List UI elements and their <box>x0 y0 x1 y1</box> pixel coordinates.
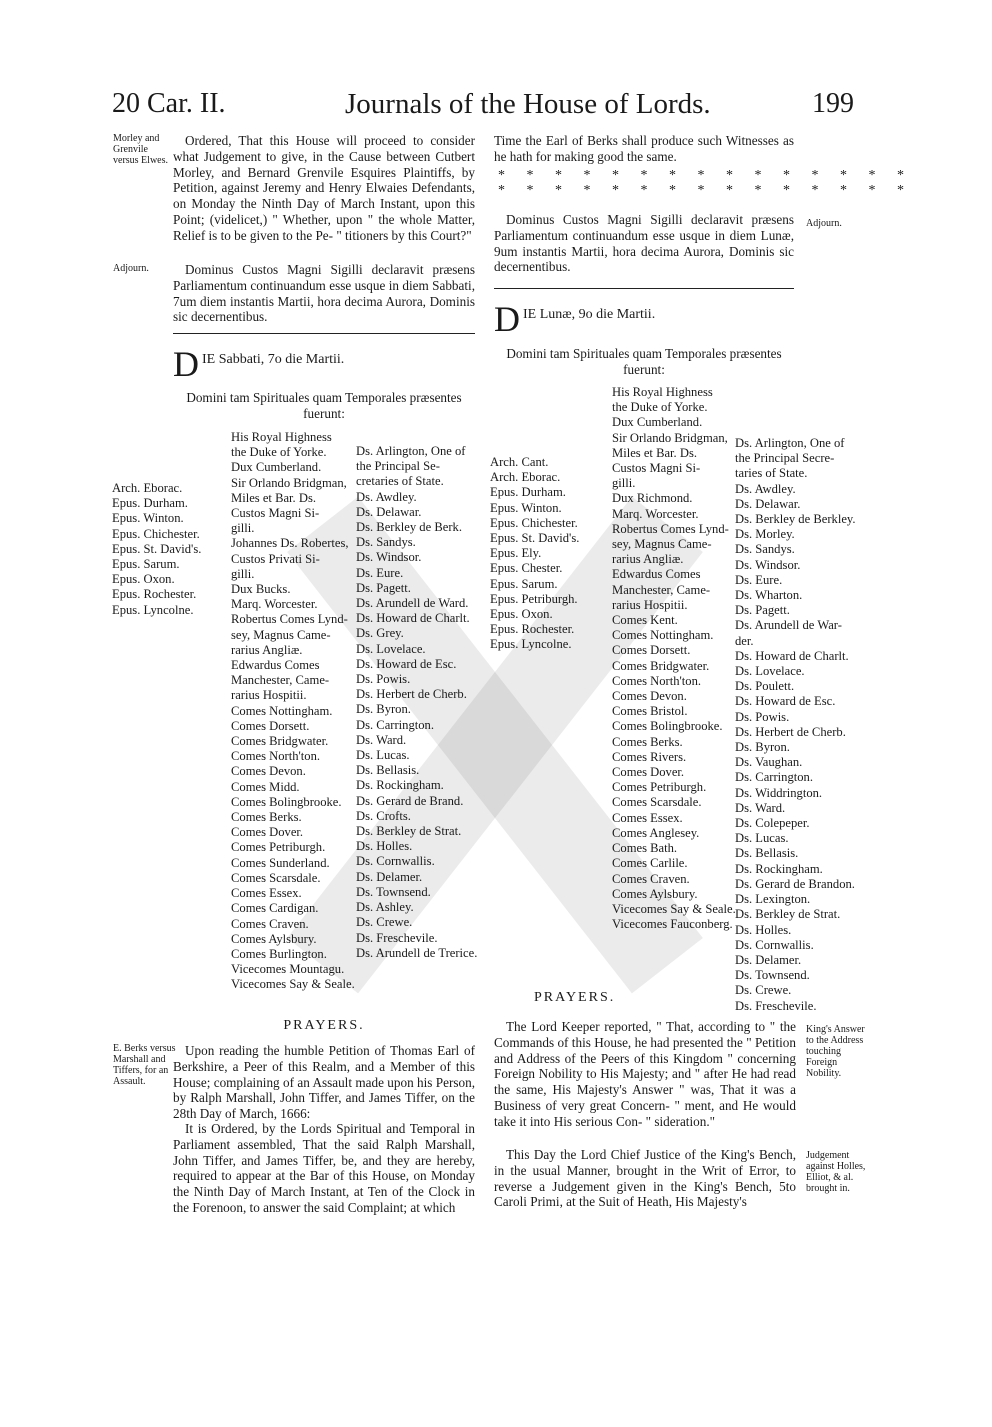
list-entry: Epus. Winton. <box>490 500 562 515</box>
list-entry: Ds. Lucas. <box>735 831 789 846</box>
list-entry: Ds. Delamer. <box>735 952 802 967</box>
barons-list <box>356 444 481 961</box>
list-entry: Ds. Howard de Esc. <box>735 694 836 709</box>
list-entry: Ds. Crofts. <box>356 808 411 823</box>
list-entry: Comes Craven. <box>612 871 690 886</box>
list-entry: Ds. Poulett. <box>735 679 795 694</box>
list-entry: Ds. Eure. <box>356 565 404 580</box>
list-entry: Ds. Windsor. <box>735 557 801 572</box>
list-entry: Vicecomes Say & Seale. <box>612 901 736 916</box>
list-entry: Manchester, Came- <box>612 582 711 597</box>
list-entry: Sir Orlando Bridgman, <box>231 475 347 490</box>
margin-note-adjourn-right: Adjourn. <box>806 218 842 229</box>
list-entry: Ds. Bellasis. <box>735 846 799 861</box>
list-entry: taries of State. <box>735 466 808 481</box>
list-entry: rarius Angliæ. <box>612 552 684 567</box>
list-entry: Ds. Berkley de Berk. <box>356 520 462 535</box>
list-entry: Comes Scarsdale. <box>612 795 702 810</box>
list-entry: Comes Anglesey. <box>612 825 700 840</box>
drop-cap: D <box>173 344 199 384</box>
margin-note-berks: E. Berks versus Marshall and Tiffers, for an Assault. <box>113 1043 176 1087</box>
list-entry: Ds. Arundell de Trerice. <box>356 945 478 960</box>
section-rule <box>173 333 475 334</box>
list-entry: Epus. Lyncolne. <box>112 602 194 617</box>
list-entry: Custos Privati Si- <box>231 551 320 566</box>
list-entry: Ds. Howard de Charlt. <box>356 611 470 626</box>
list-entry: Epus. Winton. <box>112 511 184 526</box>
list-entry: Ds. Powis. <box>356 672 411 687</box>
list-entry: Comes Midd. <box>231 779 300 794</box>
list-entry: Ds. Arlington, One of <box>735 436 845 450</box>
margin-note-morley: Morley and Grenvile versus Elwes. <box>113 133 168 166</box>
list-entry: Comes Carlile. <box>612 856 688 871</box>
list-entry: Custos Magni Si- <box>612 461 701 476</box>
list-entry: Ds. Carrington. <box>735 770 814 785</box>
drop-cap-right: D <box>494 299 520 339</box>
list-entry: Ds. Ashley. <box>356 900 414 915</box>
margin-note-judgement: Judgement against Holles, Elliot, & al. brought in. <box>806 1150 866 1194</box>
list-entry: Comes Essex. <box>612 810 683 825</box>
list-entry: rarius Hospitii. <box>612 597 688 612</box>
list-entry: His Royal Highness <box>612 385 713 399</box>
list-entry: Ds. Vaughan. <box>735 755 803 770</box>
list-entry: Comes Scarsdale. <box>231 870 321 885</box>
list-entry: Comes Bridgwater. <box>612 658 710 673</box>
die-heading-right <box>494 299 794 339</box>
list-entry: Ds. Byron. <box>735 740 790 755</box>
list-entry: Ds. Ward. <box>356 732 407 747</box>
list-entry: Comes Nottingham. <box>612 628 714 643</box>
list-entry: Ds. Powis. <box>735 709 790 724</box>
list-entry: Comes Bath. <box>612 841 678 856</box>
list-entry: Edwardus Comes <box>612 567 701 582</box>
list-entry: Epus. Rochester. <box>112 587 197 602</box>
keeper-paragraph: The Lord Keeper reported, " That, according to " the Commands of this House, he had presented the " Petition and Address of the Peers of this Kingdom " concerning Foreign Nobility to His Majesty; and " after He had read the same, His Majesty's Answer " was, That it was a Business of very great Concern- " ment, and He would take it into His serious Con- " sideration." <box>494 1019 796 1129</box>
list-entry: Arch. Cant. <box>490 455 549 469</box>
list-entry: Ds. Lovelace. <box>735 664 805 679</box>
list-entry: Ds. Berkley de Berkley. <box>735 512 856 527</box>
list-entry: Comes Petriburgh. <box>612 780 707 795</box>
list-entry: Comes Rivers. <box>612 749 687 764</box>
time-paragraph: Time the Earl of Berks shall produce such Witnesses as he hath for making good the same. <box>494 133 794 164</box>
list-entry: Robertus Comes Lynd- <box>231 612 348 627</box>
list-entry: Comes Dover. <box>612 765 685 780</box>
list-entry: gilli. <box>612 476 636 491</box>
list-entry: Marq. Worcester. <box>612 506 699 521</box>
list-entry: Ds. Delawar. <box>735 496 801 511</box>
petition-paragraph: Upon reading the humble Petition of Thomas Earl of Berkshire, a Peer of this Realm, and a Member of this House; complaining of an Assault made upon his Person, by Ralph Marshall, John Tiffer, and James Tiffer, on the 28th Day of March, 1666: <box>173 1043 475 1122</box>
page-number: 199 <box>812 88 854 119</box>
list-entry: Ds. Lovelace. <box>356 641 426 656</box>
list-entry: Ds. Rockingham. <box>735 861 823 876</box>
list-entry: Ds. Widdrington. <box>735 785 823 800</box>
adjourn-paragraph: Dominus Custos Magni Sigilli declaravit præsens Parliamentum continuandum esse usque in diem Sabbati, 7um diem instantis Martii, hora decima Aurora, Dominis sic decernentibus. <box>173 262 475 325</box>
die-heading-text: IE Sabbati, 7o die Martii. <box>202 352 345 367</box>
list-entry: sey, Magnus Came- <box>231 627 331 642</box>
list-entry: Ds. Pagett. <box>735 603 790 618</box>
list-entry: sey, Magnus Came- <box>612 537 712 552</box>
list-entry: Miles et Bar. Ds. <box>612 445 698 460</box>
adjourn-paragraph-right: Dominus Custos Magni Sigilli declaravit præsens Parliamentum continuandum esse usque in diem Lunæ, 9um instantis Martii, hora decima Aurora, Dominis sic decernentibus. <box>494 212 794 275</box>
list-entry: Ds. Cornwallis. <box>735 937 814 952</box>
list-entry: Comes North'ton. <box>612 673 702 688</box>
list-entry: Comes Essex. <box>231 886 302 901</box>
list-entry: Ds. Delamer. <box>356 869 423 884</box>
order-paragraph: It is Ordered, by the Lords Spiritual and Temporal in Parliament assembled, That the said Ralph Marshall, John Tiffer, and James Tiffer, be, and they are hereby, required to appear at the Bar of this House, on Monday the Ninth Day of March Instant, at Ten of the Clock in the Forenoon, to answer the said Complaint; at which <box>173 1121 475 1215</box>
list-entry: Epus. Rochester. <box>490 622 575 637</box>
list-entry: Epus. St. David's. <box>112 541 202 556</box>
list-entry: Sir Orlando Bridgman, <box>612 430 728 445</box>
list-entry: der. <box>735 633 754 648</box>
list-entry: Ds. Holles. <box>735 922 792 937</box>
page-header-left: 20 Car. II. <box>112 88 226 119</box>
list-entry: Comes North'ton. <box>231 749 321 764</box>
list-entry: Ds. Howard de Esc. <box>356 656 457 671</box>
list-entry: Vicecomes Fauconberg. <box>612 917 733 932</box>
list-entry: Ds. Howard de Charlt. <box>735 648 849 663</box>
list-entry: Ds. Crewe. <box>356 915 413 930</box>
list-entry: Ds. Eure. <box>735 572 783 587</box>
list-entry: His Royal Highness <box>231 430 332 444</box>
list-entry: gilli. <box>231 521 255 536</box>
list-entry: Ds. Rockingham. <box>356 778 444 793</box>
lords-list <box>231 430 356 993</box>
list-entry: Epus. St. David's. <box>490 531 580 546</box>
list-entry: Comes Bridgwater. <box>231 734 329 749</box>
list-entry: Comes Bristol. <box>612 704 688 719</box>
list-entry: Comes Sunderland. <box>231 855 330 870</box>
list-entry: Ds. Morley. <box>735 527 795 542</box>
list-entry: Ds. Wharton. <box>735 588 803 603</box>
list-entry: Dux Cumberland. <box>612 415 703 430</box>
list-entry: Ds. Herbert de Cherb. <box>735 724 846 739</box>
list-entry: Ds. Grey. <box>356 626 404 641</box>
list-entry: Comes Burlington. <box>231 946 327 961</box>
list-entry: Marq. Worcester. <box>231 597 318 612</box>
list-entry: Edwardus Comes <box>231 658 320 673</box>
list-entry: Epus. Ely. <box>490 546 542 561</box>
list-entry: Comes Cardigan. <box>231 901 319 916</box>
list-entry: Custos Magni Si- <box>231 506 320 521</box>
list-entry: Ds. Ward. <box>735 800 786 815</box>
list-entry: gilli. <box>231 566 255 581</box>
list-entry: Ds. Freschevile. <box>356 930 438 945</box>
list-entry: Epus. Sarum. <box>112 557 180 572</box>
list-entry: Comes Petriburgh. <box>231 840 326 855</box>
list-entry: Dux Bucks. <box>231 582 291 597</box>
list-entry: Ds. Townsend. <box>356 884 431 899</box>
list-entry: Ds. Gerard de Brand. <box>356 793 464 808</box>
prayers-heading-right: PRAYERS. <box>534 990 616 1005</box>
list-entry: Comes Bolingbrooke. <box>231 794 342 809</box>
list-entry: Ds. Bellasis. <box>356 763 420 778</box>
barons-list-right <box>735 436 865 1014</box>
list-entry: Comes Aylsbury. <box>231 931 317 946</box>
list-entry: Ds. Townsend. <box>735 968 810 983</box>
die-heading <box>173 344 475 384</box>
list-entry: Ds. Gerard de Brandon. <box>735 876 855 891</box>
list-entry: Ds. Cornwallis. <box>356 854 435 869</box>
list-entry: Manchester, Came- <box>231 673 330 688</box>
list-entry: Ds. Lexington. <box>735 892 811 907</box>
list-entry: rarius Hospitii. <box>231 688 307 703</box>
list-entry: Dux Cumberland. <box>231 460 322 475</box>
ordered-paragraph: Ordered, That this House will proceed to consider what Judgement to give, in the Cause between Cutbert Morley, and Bernard Grenvile Esquires Plaintiffs, by Petition, against Jeremy and Henry Elwaies Defendants, on Monday the Ninth Day of March Instant, upon this Point; (videlicet,) " Whether, upon " the whole Matter, Relief is to be given to the Pe- " titioners by this Court?" <box>173 133 475 243</box>
list-entry: Ds. Delawar. <box>356 504 422 519</box>
list-entry: Arch. Eborac. <box>490 470 561 485</box>
list-entry: Ds. Arundell de War- <box>735 618 842 633</box>
list-entry: Epus. Lyncolne. <box>490 637 572 652</box>
margin-note-adjourn: Adjourn. <box>113 263 149 274</box>
list-entry: Ds. Colepeper. <box>735 816 810 831</box>
bishops-list <box>112 481 222 618</box>
list-entry: Epus. Sarum. <box>490 576 558 591</box>
list-entry: Epus. Petriburgh. <box>490 591 578 606</box>
list-entry: Epus. Durham. <box>112 496 188 511</box>
list-entry: Comes Dorsett. <box>612 643 691 658</box>
list-entry: Ds. Awdley. <box>356 489 417 504</box>
list-entry: Johannes Ds. Robertes, <box>231 536 349 551</box>
list-entry: Ds. Sandys. <box>735 542 795 557</box>
list-entry: Vicecomes Mountagu. <box>231 962 345 977</box>
list-entry: cretaries of State. <box>356 474 444 489</box>
list-entry: Comes Dorsett. <box>231 718 310 733</box>
asterisk-row: * * * * * * * * * * * * * * * <box>498 168 913 183</box>
list-entry: Ds. Pagett. <box>356 580 411 595</box>
list-entry: Epus. Chichester. <box>112 526 200 541</box>
asterisk-row-2: * * * * * * * * * * * * * * * <box>498 183 913 198</box>
list-entry: Comes Aylsbury. <box>612 886 698 901</box>
list-entry: Comes Berks. <box>612 734 683 749</box>
list-entry: rarius Angliæ. <box>231 642 303 657</box>
list-entry: Epus. Oxon. <box>112 572 175 587</box>
list-entry: Comes Bolingbrooke. <box>612 719 723 734</box>
list-entry: Vicecomes Say & Seale. <box>231 977 355 992</box>
domini-line: Domini tam Spirituales quam Temporales præsentes fuerunt: <box>186 390 462 421</box>
list-entry: Ds. Holles. <box>356 839 413 854</box>
list-entry: Comes Berks. <box>231 810 302 825</box>
list-entry: Ds. Byron. <box>356 702 411 717</box>
section-rule-right <box>494 288 794 289</box>
list-entry: Comes Kent. <box>612 613 678 628</box>
list-entry: Ds. Freschevile. <box>735 998 817 1013</box>
list-entry: Ds. Arundell de Ward. <box>356 596 469 611</box>
list-entry: Comes Craven. <box>231 916 309 931</box>
list-entry: Comes Nottingham. <box>231 703 333 718</box>
page-header-title: Journals of the House of Lords. <box>345 88 711 120</box>
lords-list-right <box>612 385 737 932</box>
list-entry: the Duke of Yorke. <box>231 445 327 460</box>
list-entry: Comes Devon. <box>231 764 306 779</box>
list-entry: Ds. Arlington, One of <box>356 444 466 458</box>
bishops-list-right <box>490 455 610 653</box>
list-entry: Dux Richmond. <box>612 491 693 506</box>
list-entry: Ds. Sandys. <box>356 535 416 550</box>
prayers-heading: PRAYERS. <box>283 1018 365 1033</box>
margin-note-kings-answer: King's Answer to the Address touching Foreign Nobility. <box>806 1024 865 1079</box>
list-entry: Epus. Durham. <box>490 485 566 500</box>
list-entry: Arch. Eborac. <box>112 481 183 495</box>
die-heading-text-right: IE Lunæ, 9o die Martii. <box>523 307 656 322</box>
list-entry: Epus. Oxon. <box>490 607 553 622</box>
list-entry: Epus. Chester. <box>490 561 563 576</box>
list-entry: Ds. Berkley de Strat. <box>356 824 462 839</box>
list-entry: the Principal Se- <box>356 459 440 474</box>
judgement-paragraph: This Day the Lord Chief Justice of the King's Bench, in the usual Manner, brought in the Writ of Error, to reverse a Judgement given in the King's Bench, 5to Caroli Primi, at the Suit of Heath, His Majesty's <box>494 1147 796 1210</box>
list-entry: the Duke of Yorke. <box>612 400 708 415</box>
list-entry: Miles et Bar. Ds. <box>231 490 317 505</box>
list-entry: Ds. Crewe. <box>735 983 792 998</box>
list-entry: Ds. Berkley de Strat. <box>735 907 841 922</box>
list-entry: Comes Devon. <box>612 689 687 704</box>
list-entry: Ds. Lucas. <box>356 748 410 763</box>
list-entry: Comes Dover. <box>231 825 304 840</box>
list-entry: Robertus Comes Lynd- <box>612 521 729 536</box>
list-entry: Epus. Chichester. <box>490 515 578 530</box>
domini-line-right: Domini tam Spirituales quam Temporales præsentes fuerunt: <box>506 346 782 377</box>
list-entry: Ds. Herbert de Cherb. <box>356 687 467 702</box>
list-entry: Ds. Carrington. <box>356 717 435 732</box>
list-entry: Ds. Awdley. <box>735 481 796 496</box>
list-entry: the Principal Secre- <box>735 451 835 466</box>
list-entry: Ds. Windsor. <box>356 550 422 565</box>
